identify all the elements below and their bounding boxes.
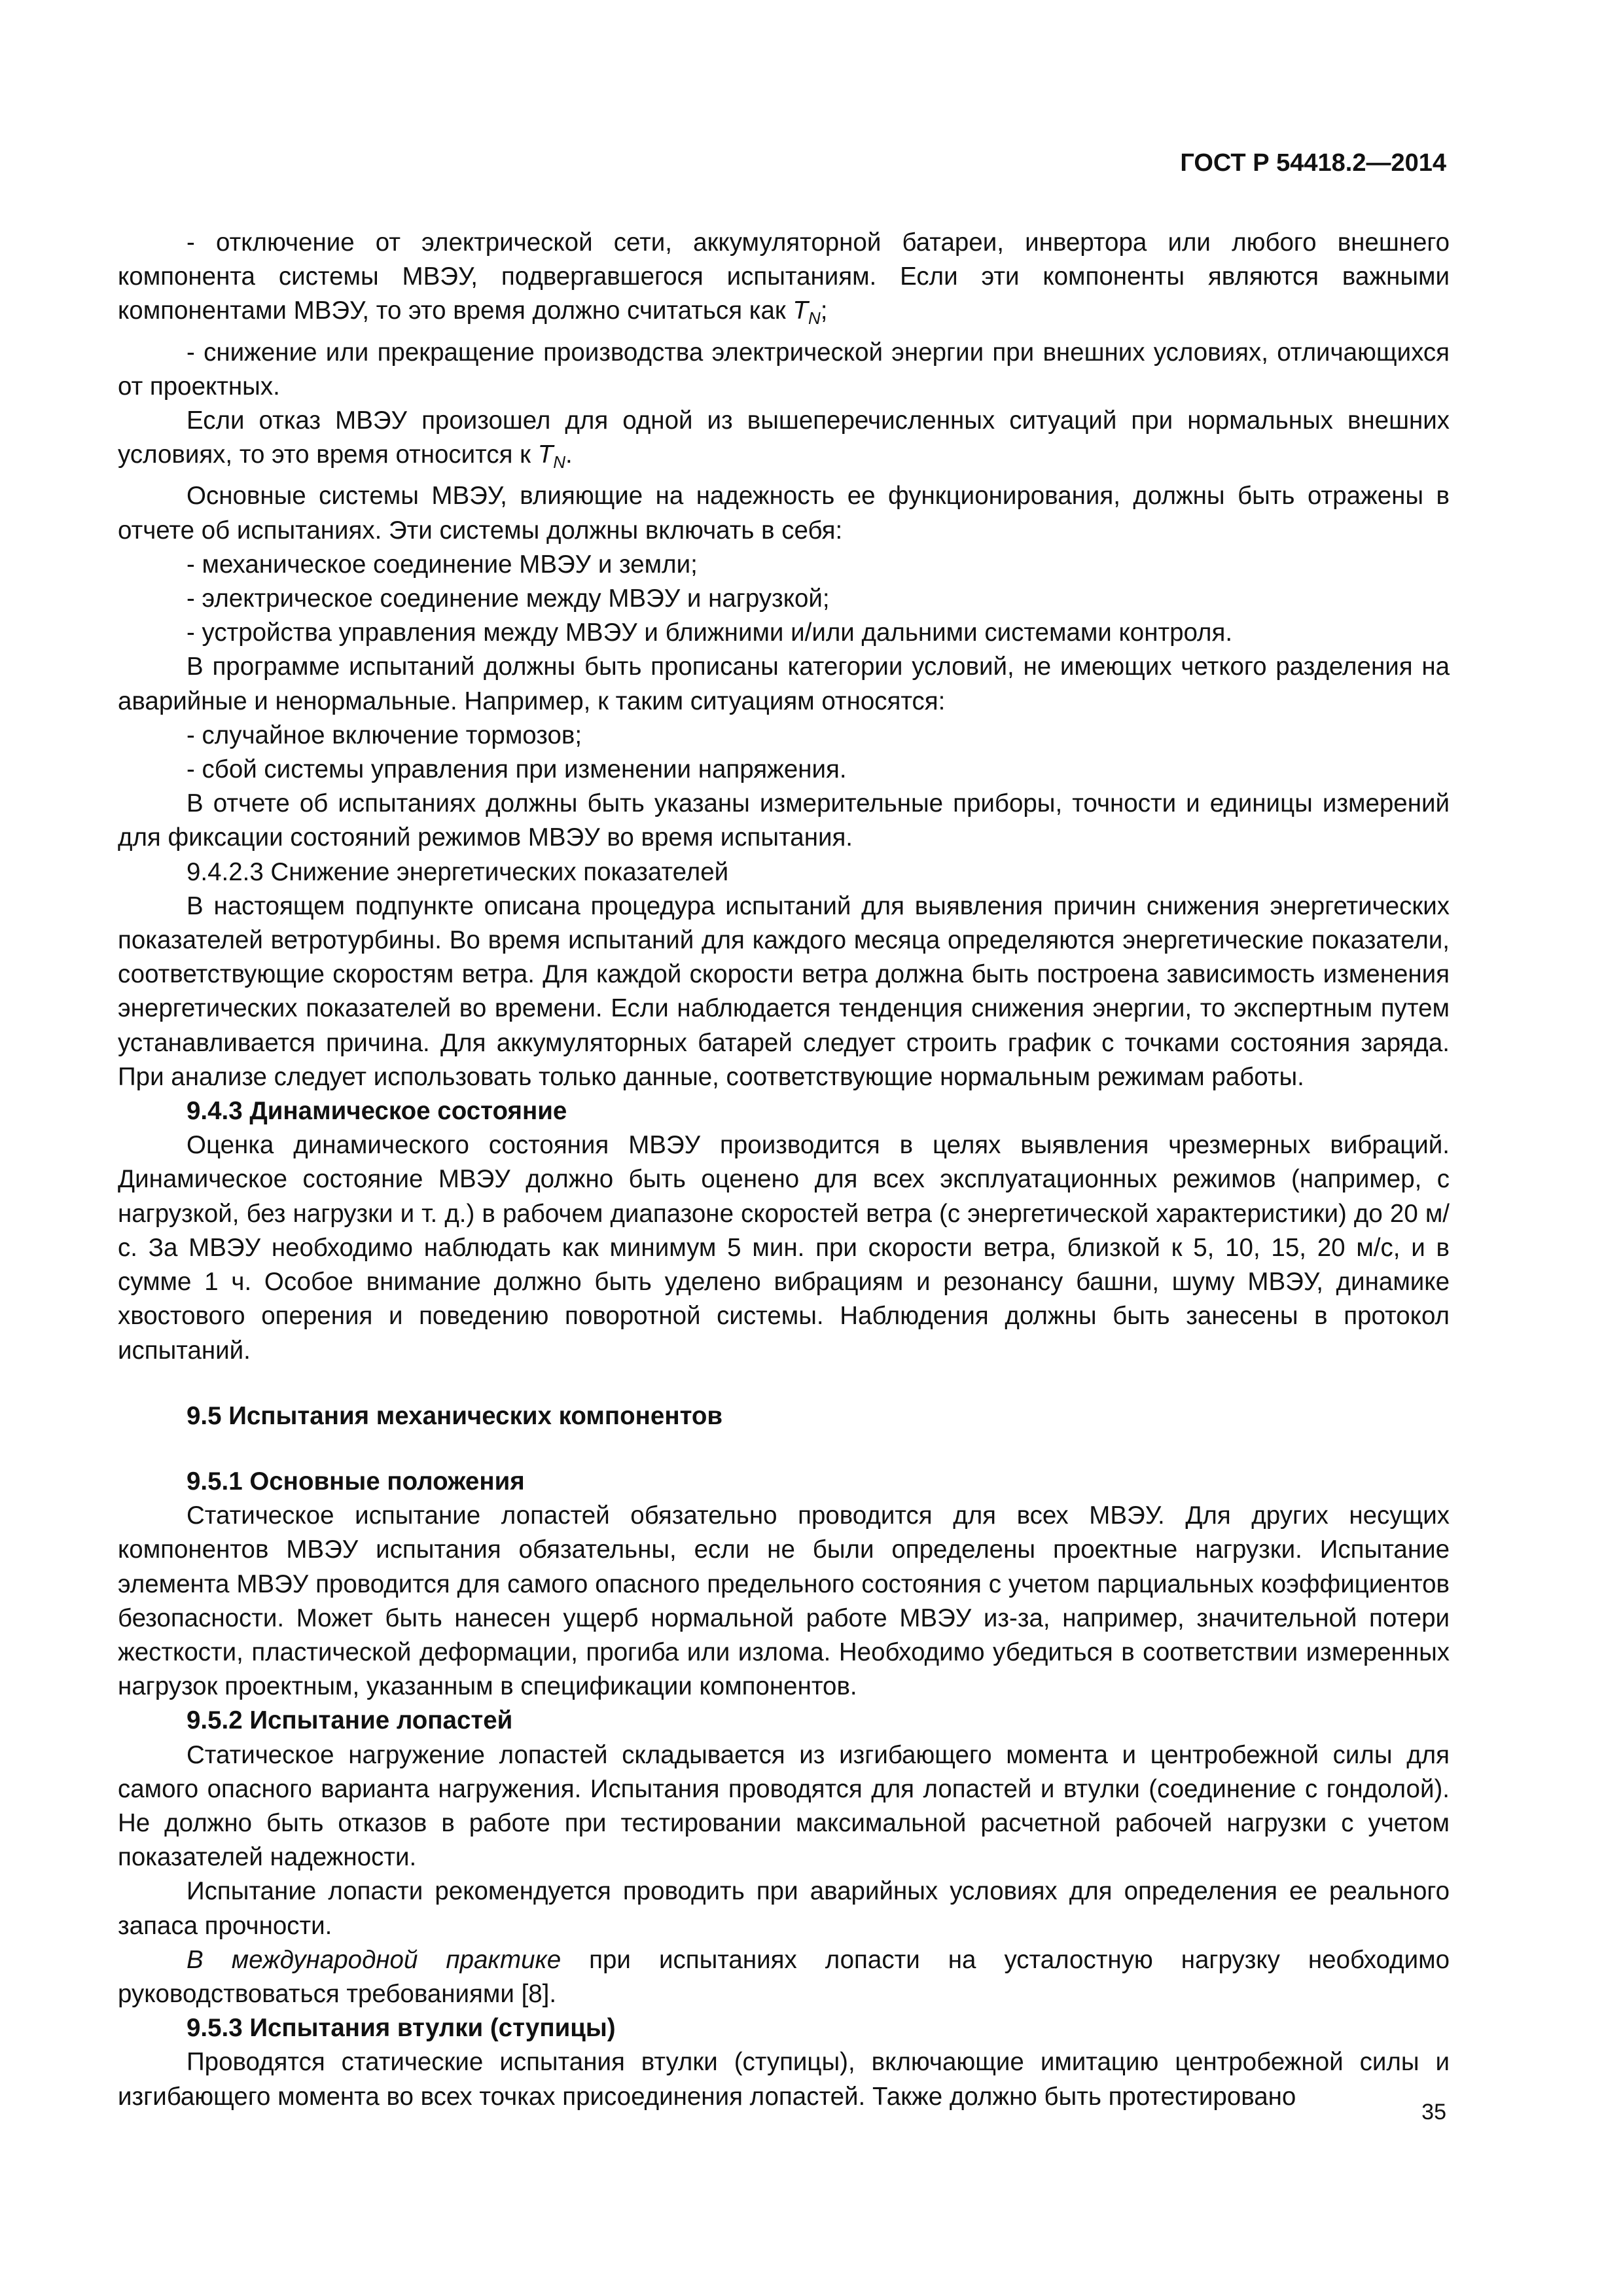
paragraph: - снижение или прекращение производства электрической энергии при внешних условиях, отличающихся от проектных. [118,338,1450,401]
paragraph: Основные системы МВЭУ, влияющие на надежность ее функционирования, должны быть отражены в отчете об испытаниях. Эти системы должны включать в себя: [118,482,1450,545]
section-heading-9-4-3: 9.4.3 Динамическое состояние [187,1097,567,1126]
standard-code-header: ГОСТ Р 54418.2—2014 [1180,149,1446,177]
tn-symbol: $T_N$ [793,296,821,329]
emphasis-text: В международной практике [187,1945,562,1974]
paragraph: В настоящем подпункте описана процедура испытаний для выявления причин снижения энергетических показателей ветротурбины. Во время испытаний для каждого месяца определяются энергетические показатели, соответствующие скоростям ветра. Для каждой скорости ветра должна быть построена зависимость изменения энергетических показателей во времени. Если наблюдается тенденция снижения энергии, то экспертным путем устанавливается причина. Для аккумуляторных батарей следует строить график с точками состояния заряда. При анализе следует использовать только данные, соответствующие нормальным режимам работы. [118,891,1450,1091]
paragraph: Если отказ МВЭУ произошел для одной из вышеперечисленных ситуаций при нормальных внешних условиях, то это время относится к $T_N$. [118,406,1450,473]
paragraph: Проводятся статические испытания втулки (ступицы), включающие имитацию центробежной силы и изгибающего момента во всех точках присоединения лопастей. Также должно быть протестировано [118,2048,1450,2111]
paragraph: В программе испытаний должны быть прописаны категории условий, не имеющих четкого разделения на аварийные и ненормальные. Например, к таким ситуациям относятся: [118,653,1450,715]
list-item: - сбой системы управления при изменении напряжения. [187,755,847,784]
paragraph: Статическое нагружение лопастей складывается из изгибающего момента и центробежной силы для самого опасного варианта нагружения. Испытания проводятся для лопастей и втулки (соединение с гондолой). Не должно быть отказов в работе при тестировании максимальной расчетной рабочей нагрузки с учетом показателей надежности. [118,1740,1450,1872]
list-item: - механическое соединение МВЭУ и земли; [187,550,698,579]
section-heading-9-5-1: 9.5.1 Основные положения [187,1467,525,1496]
list-item: - устройства управления между МВЭУ и ближними и/или дальними системами контроля. [187,619,1233,647]
list-item: - электрическое соединение между МВЭУ и нагрузкой; [187,584,830,613]
paragraph: Оценка динамического состояния МВЭУ производится в целях выявления чрезмерных вибраций. Динамическое состояние МВЭУ должно быть оценено для всех эксплуатационных режимов (например, с нагрузкой, без нагрузки и т. д.) в рабочем диапазоне скоростей ветра (с энергетической характеристики) до 20 м/с. За МВЭУ необходимо наблюдать как минимум 5 мин. при скорости ветра, близкой к 5, 10, 15, 20 м/с, и в сумме 1 ч. Особое внимание должно быть уделено вибрациям и резонансу башни, шуму МВЭУ, динамике хвостового оперения и поведению поворотной системы. Наблюдения должны быть занесены в протокол испытаний. [118,1131,1450,1365]
paragraph: Испытание лопасти рекомендуется проводить при аварийных условиях для определения ее реального запаса прочности. [118,1877,1450,1940]
section-heading-9-5-2: 9.5.2 Испытание лопастей [187,1706,513,1735]
subsection-title-9-4-2-3: 9.4.2.3 Снижение энергетических показателей [187,857,729,886]
section-heading-9-5: 9.5 Испытания механических компонентов [187,1401,723,1430]
paragraph: В международной практике при испытаниях лопасти на усталостную нагрузку необходимо руководствоваться требованиями [8]. [118,1945,1450,2008]
paragraph: - отключение от электрической сети, аккумуляторной батареи, инвертора или любого внешнего компонента системы МВЭУ, подвергавшегося испытаниям. Если эти компоненты являются важными компонентами МВЭУ, то это время должно считаться как $T_N$; [118,228,1450,329]
tn-symbol: $T_N$ [537,440,566,473]
list-item: - случайное включение тормозов; [187,721,582,749]
document-body [118,226,1450,2114]
section-heading-9-5-3: 9.5.3 Испытания втулки (ступицы) [187,2014,616,2043]
paragraph: В отчете об испытаниях должны быть указаны измерительные приборы, точности и единицы измерений для фиксации состояний режимов МВЭУ во время испытания. [118,789,1450,852]
paragraph: Статическое испытание лопастей обязательно проводится для всех МВЭУ. Для других несущих компонентов МВЭУ испытания обязательны, если не были определены проектные нагрузки. Испытание элемента МВЭУ проводится для самого опасного предельного состояния с учетом парциальных коэффициентов безопасности. Может быть нанесен ущерб нормальной работе МВЭУ из-за, например, значительной потери жесткости, пластической деформации, прогиба или излома. Необходимо убедиться в соответствии измеренных нагрузок проектным, указанным в спецификации компонентов. [118,1501,1450,1701]
page-number: 35 [1421,2100,1446,2125]
